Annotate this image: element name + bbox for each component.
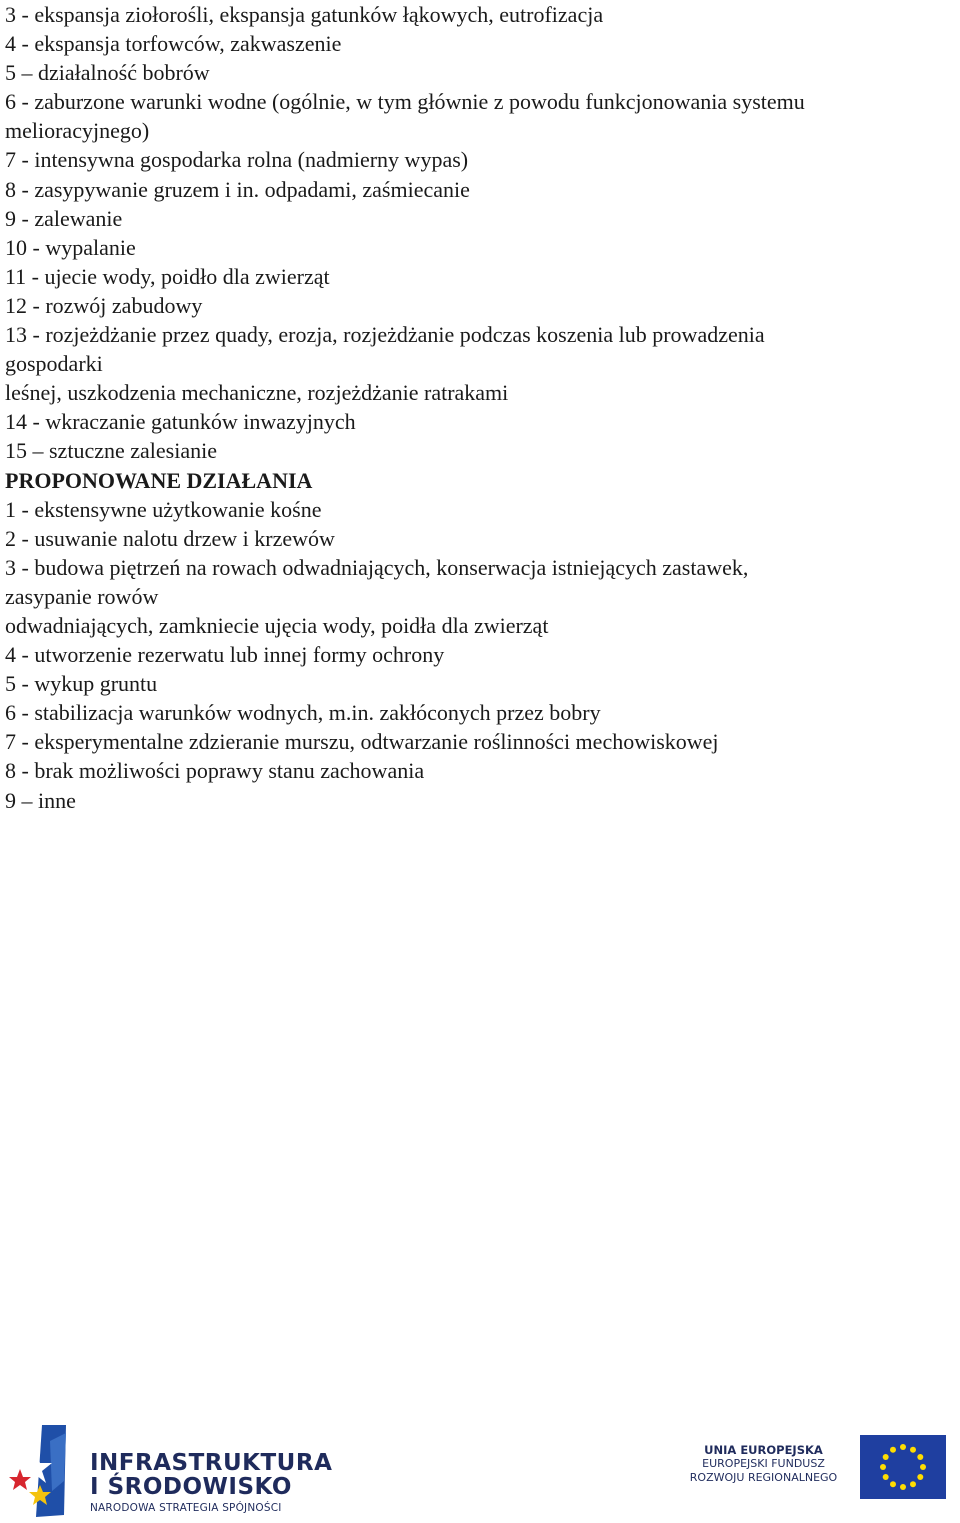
- text-line: 9 - zalewanie: [5, 205, 123, 231]
- eu-line-1: UNIA EUROPEJSKA: [704, 1443, 823, 1457]
- text-line: 2 - usuwanie nalotu drzew i krzewów: [5, 525, 335, 551]
- logo-line-1: INFRASTRUKTURA: [90, 1450, 333, 1476]
- page-footer: [0, 1415, 960, 1523]
- text-line: 6 - zaburzone warunki wodne (ogólnie, w tym głównie z powodu funkcjonowania systemu: [5, 89, 805, 115]
- text-line: 14 - wkraczanie gatunków inwazyjnych: [5, 409, 356, 435]
- text-line: 9 – inne: [5, 787, 76, 813]
- text-line: leśnej, uszkodzenia mechaniczne, rozjeżdżanie ratrakami: [5, 380, 509, 406]
- text-line: 3 - budowa piętrzeń na rowach odwadniających, konserwacja istniejących zastawek,: [5, 554, 749, 580]
- text-line: 5 - wykup gruntu: [5, 671, 158, 697]
- text-line: 10 - wypalanie: [5, 234, 136, 260]
- infrastruktura-logo-text: [90, 1451, 332, 1515]
- eu-logo-text: [676, 1443, 851, 1485]
- text-line: 6 - stabilizacja warunków wodnych, m.in. zakłóconych przez bobry: [5, 700, 601, 726]
- text-line: 8 - zasypywanie gruzem i in. odpadami, zaśmiecanie: [5, 176, 470, 202]
- eu-line-2: EUROPEJSKI FUNDUSZ: [702, 1457, 825, 1470]
- logo-line-2: I ŚRODOWISKO: [90, 1474, 292, 1500]
- nss-star-logo-icon: [6, 1421, 86, 1521]
- text-line: 1 - ekstensywne użytkowanie kośne: [5, 496, 322, 522]
- eu-fund-logo: [676, 1435, 946, 1505]
- section-heading: PROPONOWANE DZIAŁANIA: [5, 467, 313, 493]
- text-line: 13 - rozjeżdżanie przez quady, erozja, rozjeżdżanie podczas koszenia lub prowadzenia: [5, 322, 765, 348]
- text-line: gospodarki: [5, 351, 103, 377]
- text-line: 12 - rozwój zabudowy: [5, 292, 203, 318]
- text-line: 4 - utworzenie rezerwatu lub innej formy ochrony: [5, 642, 445, 668]
- text-line: 4 - ekspansja torfowców, zakwaszenie: [5, 31, 342, 57]
- text-line: 5 – działalność bobrów: [5, 60, 210, 86]
- text-line: 7 - eksperymentalne zdzieranie murszu, odtwarzanie roślinności mechowiskowej: [5, 729, 719, 755]
- text-line: odwadniających, zamkniecie ujęcia wody, poidła dla zwierząt: [5, 612, 549, 638]
- infrastruktura-srodowisko-logo: [6, 1421, 333, 1521]
- logo-line-3: NARODOWA STRATEGIA SPÓJNOŚCI: [90, 1502, 282, 1514]
- document-body: [5, 0, 955, 815]
- text-line: zasypanie rowów: [5, 583, 159, 609]
- text-line: 8 - brak możliwości poprawy stanu zachowania: [5, 758, 425, 784]
- eu-flag-icon: [860, 1435, 946, 1499]
- text-line: melioracyjnego): [5, 118, 150, 144]
- eu-line-3: ROZWOJU REGIONALNEGO: [689, 1471, 838, 1484]
- text-line: 3 - ekspansja ziołorośli, ekspansja gatunków łąkowych, eutrofizacja: [5, 2, 604, 27]
- text-line: 11 - ujecie wody, poidło dla zwierząt: [5, 263, 330, 289]
- text-line: 15 – sztuczne zalesianie: [5, 438, 217, 464]
- text-line: 7 - intensywna gospodarka rolna (nadmierny wypas): [5, 147, 469, 173]
